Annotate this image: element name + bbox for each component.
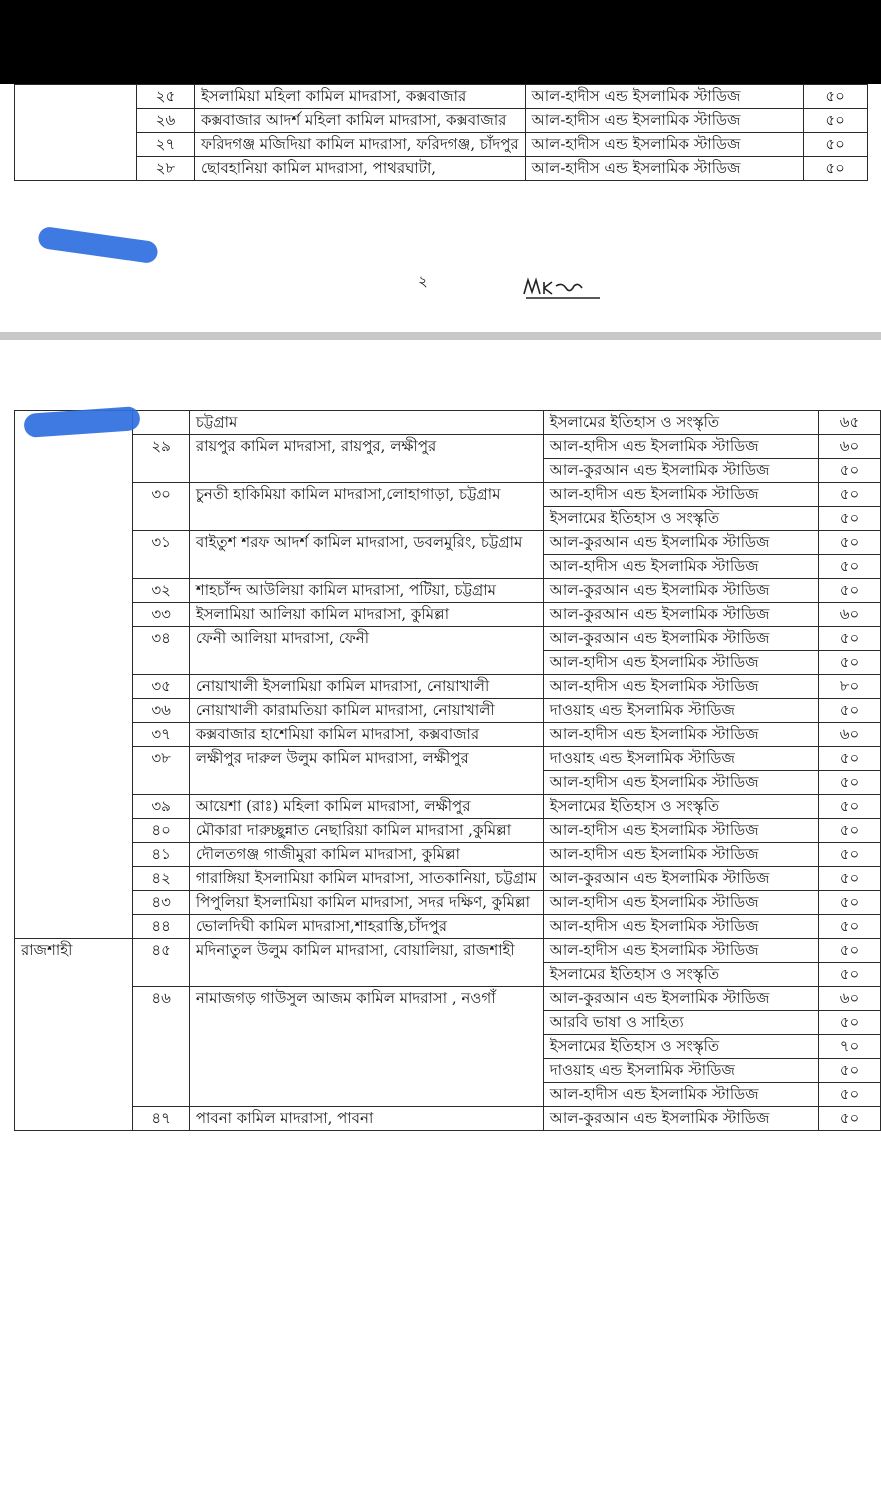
seat-count: ৬০	[839, 437, 860, 455]
seat-count: ৫০	[819, 554, 880, 578]
seat-count: ৫০	[819, 650, 880, 674]
subject-cell	[543, 723, 818, 747]
institution-name: নামাজগড় গাউসুল আজম কামিল মাদরাসা , নওগাঁ	[189, 987, 543, 1107]
subject-name: আল-হাদীস এন্ড ইসলামিক স্টাডিজ	[531, 111, 741, 129]
seat-cell	[818, 411, 880, 435]
subject-name: আল-হাদীস এন্ড ইসলামিক স্টাডিজ	[549, 725, 759, 743]
serial-number: ৩২	[133, 579, 189, 603]
subject-name: আল-কুরআন এন্ড ইসলামিক স্টাডিজ	[549, 989, 770, 1007]
institution-name: বাইতুশ শরফ আদর্শ কামিল মাদরাসা, ডবলমুরিং, চট্টগ্রাম	[189, 531, 543, 579]
seat-count: ৫০	[839, 533, 860, 551]
subject-name: ইসলামের ইতিহাস ও সংস্কৃতি	[544, 506, 818, 530]
seat-count: ৫০	[819, 962, 880, 986]
table-row	[15, 109, 868, 133]
subject-cell	[543, 1107, 818, 1131]
institution-name: পিপুলিয়া ইসলামিয়া কামিল মাদরাসা, সদর দক্ষিণ, কুমিল্লা	[189, 891, 543, 915]
serial-number: ২৫	[137, 85, 195, 109]
subject-name: ইসলামের ইতিহাস ও সংস্কৃতি	[544, 962, 818, 986]
table-row	[15, 939, 881, 987]
table-row	[15, 891, 881, 915]
institution-name: কক্সবাজার আদর্শ মহিলা কামিল মাদরাসা, কক্সবাজার	[195, 109, 526, 133]
page-separator	[0, 332, 881, 340]
table-row	[15, 987, 881, 1107]
serial-number: ৩৪	[133, 627, 189, 675]
subject-name: আল-হাদীস এন্ড ইসলামিক স্টাডিজ	[544, 650, 818, 674]
institution-name: ফেনী আলিয়া মাদরাসা, ফেনী	[189, 627, 543, 675]
subject-name: আল-কুরআন এন্ড ইসলামিক স্টাডিজ	[549, 629, 770, 647]
seat-count: ৫০	[819, 458, 880, 482]
serial-number: ৩৮	[133, 747, 189, 795]
seat-count: ৫০	[819, 1058, 880, 1082]
seat-count: ৬০	[839, 605, 860, 623]
serial-number: ২৯	[133, 435, 189, 483]
subject-cell	[543, 627, 818, 675]
subject-cell	[543, 603, 818, 627]
institution-name: আয়েশা (রাঃ) মহিলা কামিল মাদরাসা, লক্ষীপুর	[189, 795, 543, 819]
institution-name: ফরিদগঞ্জ মজিদিয়া কামিল মাদরাসা, ফরিদগঞ্জ, চাঁদপুর	[195, 133, 526, 157]
institution-name: ভোলদিঘী কামিল মাদরাসা,শাহরাস্তি,চাঁদপুর	[189, 915, 543, 939]
table-row	[15, 627, 881, 675]
seat-table-page-1	[14, 84, 868, 181]
table-row	[15, 699, 881, 723]
institution-name: নোয়াখালী কারামতিয়া কামিল মাদরাসা, নোয়াখালী	[189, 699, 543, 723]
seat-count: ৮০	[839, 677, 860, 695]
seat-cell	[818, 891, 880, 915]
subject-cell	[525, 109, 803, 133]
seat-count: ৫০	[825, 135, 845, 153]
subject-cell	[525, 85, 803, 109]
serial-number: ৩৩	[133, 603, 189, 627]
seat-cell	[818, 843, 880, 867]
table-row	[15, 483, 881, 531]
serial-number: ২৮	[137, 157, 195, 181]
table-row	[15, 579, 881, 603]
serial-number: ৩১	[133, 531, 189, 579]
division-cell	[15, 411, 133, 939]
table-row	[15, 867, 881, 891]
subject-cell	[543, 531, 818, 579]
subject-cell	[543, 795, 818, 819]
subject-name: আল-কুরআন এন্ড ইসলামিক স্টাডিজ	[549, 869, 770, 887]
seat-count: ৫০	[839, 1109, 860, 1127]
subject-name: দাওয়াহ এন্ড ইসলামিক স্টাডিজ	[544, 1058, 818, 1082]
seat-count: ৫০	[825, 87, 845, 105]
table-row	[15, 747, 881, 795]
document-page-2	[0, 340, 881, 1488]
subject-name: আল-কুরআন এন্ড ইসলামিক স্টাডিজ	[549, 533, 770, 551]
subject-cell	[543, 819, 818, 843]
institution-name: মদিনাতুল উলুম কামিল মাদরাসা, বোয়ালিয়া, রাজশাহী	[189, 939, 543, 987]
subject-name: আল-হাদীস এন্ড ইসলামিক স্টাডিজ	[549, 917, 759, 935]
institution-name: চট্টগ্রাম	[189, 411, 543, 435]
institution-name: দৌলতগঞ্জ গাজীমুরা কামিল মাদরাসা, কুমিল্লা	[189, 843, 543, 867]
seat-cell	[803, 133, 867, 157]
table-row	[15, 1107, 881, 1131]
redaction-mark	[37, 226, 159, 264]
seat-cell	[818, 747, 880, 795]
subject-name: ইসলামের ইতিহাস ও সংস্কৃতি	[544, 1034, 818, 1058]
seat-cell	[818, 795, 880, 819]
serial-number	[133, 411, 189, 435]
table-row	[15, 157, 868, 181]
subject-cell	[543, 411, 818, 435]
subject-name: আল-হাদীস এন্ড ইসলামিক স্টাডিজ	[544, 554, 818, 578]
subject-name: দাওয়াহ এন্ড ইসলামিক স্টাডিজ	[549, 701, 735, 719]
table-row	[15, 675, 881, 699]
institution-name: নোয়াখালী ইসলামিয়া কামিল মাদরাসা, নোয়াখালী	[189, 675, 543, 699]
subject-name: আল-হাদীস এন্ড ইসলামিক স্টাডিজ	[549, 821, 759, 839]
seat-count: ৬০	[839, 989, 860, 1007]
seat-count: ৫০	[839, 941, 860, 959]
subject-name: আল-হাদীস এন্ড ইসলামিক স্টাডিজ	[531, 135, 741, 153]
subject-name: আল-হাদীস এন্ড ইসলামিক স্টাডিজ	[531, 159, 741, 177]
seat-count: ৫০	[825, 159, 845, 177]
subject-cell	[525, 157, 803, 181]
seat-cell	[818, 819, 880, 843]
serial-number: ৪৩	[133, 891, 189, 915]
table-row	[15, 819, 881, 843]
seat-cell	[803, 157, 867, 181]
serial-number: ৩০	[133, 483, 189, 531]
institution-name: কক্সবাজার হাশেমিয়া কামিল মাদরাসা, কক্সবাজার	[189, 723, 543, 747]
subject-name: আল-হাদীস এন্ড ইসলামিক স্টাডিজ	[549, 437, 759, 455]
seat-count: ৫০	[839, 749, 860, 767]
seat-cell	[818, 435, 880, 483]
seat-cell	[818, 867, 880, 891]
top-black-bar	[0, 0, 881, 84]
page-number: ২	[418, 272, 428, 290]
subject-cell	[543, 675, 818, 699]
seat-count: ৫০	[819, 506, 880, 530]
seat-count: ৫০	[839, 821, 860, 839]
seat-cell	[818, 723, 880, 747]
subject-cell	[543, 483, 818, 531]
seat-count: ৫০	[839, 485, 860, 503]
table-row	[15, 531, 881, 579]
seat-cell	[803, 85, 867, 109]
institution-name: ইসলামিয়া মহিলা কামিল মাদরাসা, কক্সবাজার	[195, 85, 526, 109]
institution-name: লক্ষীপুর দারুল উলুম কামিল মাদরাসা, লক্ষীপুর	[189, 747, 543, 795]
subject-name: ইসলামের ইতিহাস ও সংস্কৃতি	[549, 797, 720, 815]
serial-number: ৪৬	[133, 987, 189, 1107]
subject-name: আল-হাদীস এন্ড ইসলামিক স্টাডিজ	[549, 893, 759, 911]
subject-cell	[543, 579, 818, 603]
seat-count: ৫০	[839, 845, 860, 863]
seat-cell	[818, 915, 880, 939]
subject-name: আরবি ভাষা ও সাহিত্য	[544, 1010, 818, 1034]
seat-count: ৬০	[839, 725, 860, 743]
seat-cell	[818, 579, 880, 603]
table-row	[15, 843, 881, 867]
subject-cell	[543, 891, 818, 915]
subject-name: আল-কুরআন এন্ড ইসলামিক স্টাডিজ	[549, 581, 770, 599]
subject-cell	[543, 747, 818, 795]
subject-name: আল-কুরআন এন্ড ইসলামিক স্টাডিজ	[544, 458, 818, 482]
serial-number: ৩৬	[133, 699, 189, 723]
institution-name: ইসলামিয়া আলিয়া কামিল মাদরাসা, কুমিল্লা	[189, 603, 543, 627]
subject-name: আল-হাদীস এন্ড ইসলামিক স্টাডিজ	[549, 941, 759, 959]
seat-count: ৫০	[839, 629, 860, 647]
subject-name: আল-হাদীস এন্ড ইসলামিক স্টাডিজ	[549, 845, 759, 863]
subject-cell	[543, 843, 818, 867]
seat-count: ৫০	[839, 797, 860, 815]
seat-count: ৫০	[839, 869, 860, 887]
seat-cell	[818, 603, 880, 627]
division-cell-rajshahi: রাজশাহী	[15, 939, 133, 1131]
table-row	[15, 435, 881, 483]
seat-cell	[818, 675, 880, 699]
subject-cell	[543, 987, 818, 1107]
institution-name: পাবনা কামিল মাদরাসা, পাবনা	[189, 1107, 543, 1131]
document-page-1	[0, 84, 881, 332]
subject-cell	[525, 133, 803, 157]
table-row	[15, 795, 881, 819]
seat-table-page-2	[14, 410, 881, 1131]
serial-number: ৪৭	[133, 1107, 189, 1131]
serial-number: ৪১	[133, 843, 189, 867]
institution-name: ছোবহানিয়া কামিল মাদরাসা, পাথরঘাটা,	[195, 157, 526, 181]
division-cell	[15, 85, 137, 181]
seat-count: ৫০	[819, 1082, 880, 1106]
serial-number: ৩৫	[133, 675, 189, 699]
serial-number: ৪৫	[133, 939, 189, 987]
seat-count: ৫০	[839, 581, 860, 599]
subject-cell	[543, 939, 818, 987]
subject-name: দাওয়াহ এন্ড ইসলামিক স্টাডিজ	[549, 749, 735, 767]
serial-number: ২৭	[137, 133, 195, 157]
table-row	[15, 915, 881, 939]
subject-name: আল-কুরআন এন্ড ইসলামিক স্টাডিজ	[549, 605, 770, 623]
table-row	[15, 411, 881, 435]
seat-cell	[818, 627, 880, 675]
seat-count: ৫০	[839, 893, 860, 911]
institution-name: শাহচাঁন্দ আউলিয়া কামিল মাদরাসা, পটিয়া, চট্টগ্রাম	[189, 579, 543, 603]
subject-name: আল-কুরআন এন্ড ইসলামিক স্টাডিজ	[549, 1109, 770, 1127]
institution-name: গারাঙ্গিয়া ইসলামিয়া কামিল মাদরাসা, সাতকানিয়া, চট্টগ্রাম	[189, 867, 543, 891]
subject-name: আল-হাদীস এন্ড ইসলামিক স্টাডিজ	[549, 677, 759, 695]
seat-count: ৫০	[839, 701, 860, 719]
table-row	[15, 723, 881, 747]
handwritten-signature	[522, 274, 602, 302]
subject-cell	[543, 867, 818, 891]
seat-count: ৬৫	[839, 413, 860, 431]
seat-count: ৭০	[819, 1034, 880, 1058]
serial-number: ৪২	[133, 867, 189, 891]
seat-cell	[818, 987, 880, 1107]
seat-count: ৫০	[819, 1010, 880, 1034]
subject-cell	[543, 435, 818, 483]
seat-count: ৫০	[819, 770, 880, 794]
subject-name: ইসলামের ইতিহাস ও সংস্কৃতি	[549, 413, 720, 431]
seat-count: ৫০	[825, 111, 845, 129]
subject-name: আল-হাদীস এন্ড ইসলামিক স্টাডিজ	[544, 770, 818, 794]
seat-cell	[803, 109, 867, 133]
serial-number: ৪৪	[133, 915, 189, 939]
seat-cell	[818, 531, 880, 579]
subject-name: আল-হাদীস এন্ড ইসলামিক স্টাডিজ	[549, 485, 759, 503]
institution-name: চুনতী হাকিমিয়া কামিল মাদরাসা,লোহাগাড়া, চট্টগ্রাম	[189, 483, 543, 531]
table-row	[15, 603, 881, 627]
institution-name: মৌকারা দারুচ্ছুন্নাত নেছারিয়া কামিল মাদরাসা ,কুমিল্লা	[189, 819, 543, 843]
table-row	[15, 133, 868, 157]
subject-cell	[543, 699, 818, 723]
seat-count: ৫০	[839, 917, 860, 935]
serial-number: ৩৯	[133, 795, 189, 819]
institution-name: রায়পুর কামিল মাদরাসা, রায়পুর, লক্ষীপুর	[189, 435, 543, 483]
subject-cell	[543, 915, 818, 939]
seat-cell	[818, 483, 880, 531]
table-row	[15, 85, 868, 109]
subject-name: আল-হাদীস এন্ড ইসলামিক স্টাডিজ	[544, 1082, 818, 1106]
seat-cell	[818, 699, 880, 723]
serial-number: ২৬	[137, 109, 195, 133]
seat-cell	[818, 939, 880, 987]
serial-number: ৪০	[133, 819, 189, 843]
subject-name: আল-হাদীস এন্ড ইসলামিক স্টাডিজ	[531, 87, 741, 105]
seat-cell	[818, 1107, 880, 1131]
serial-number: ৩৭	[133, 723, 189, 747]
